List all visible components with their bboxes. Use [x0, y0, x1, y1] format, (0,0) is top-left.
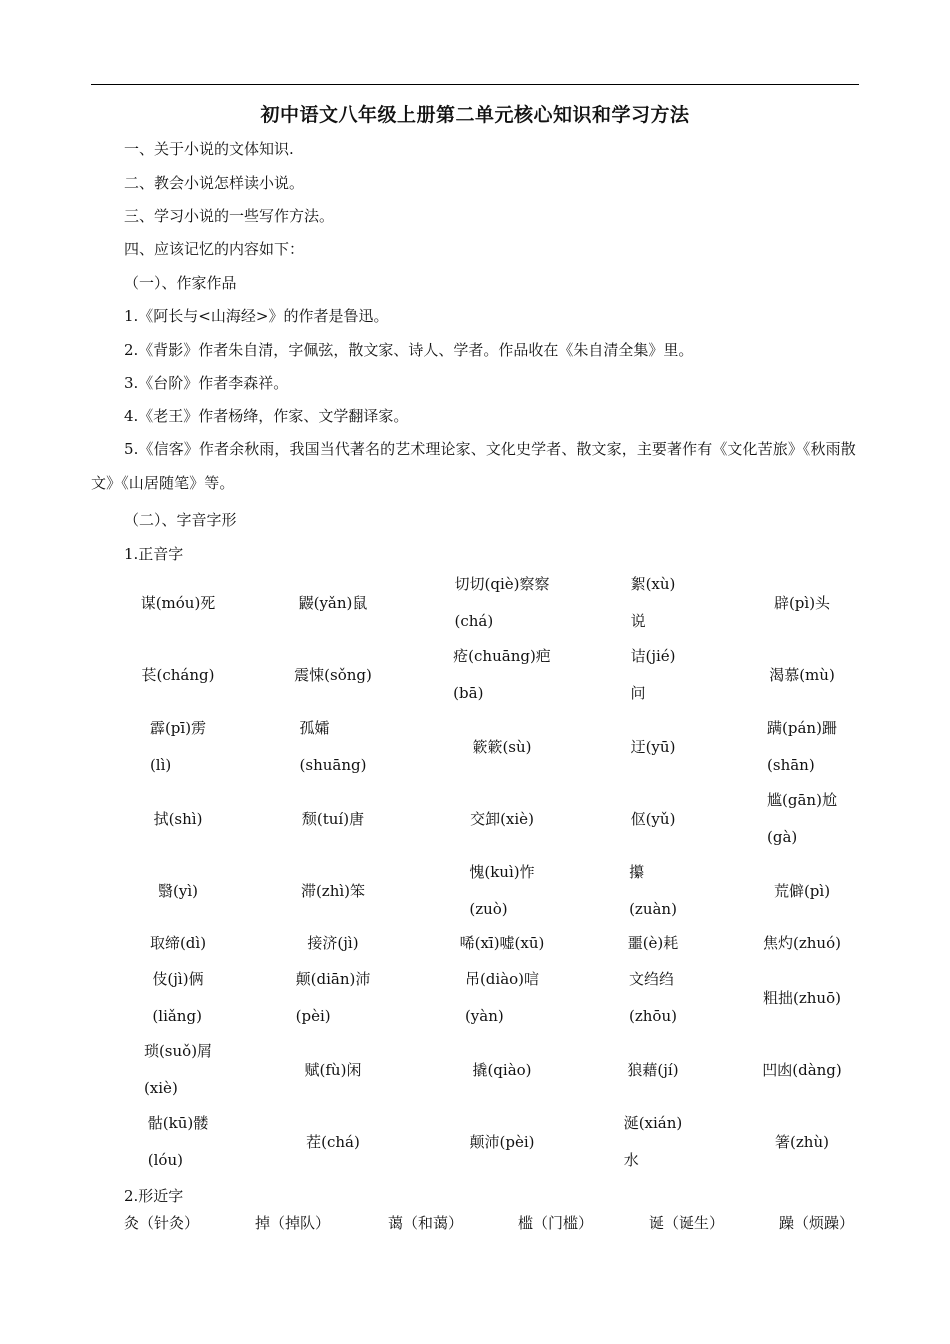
pinyin-cell	[730, 1105, 875, 1179]
pinyin-cell	[106, 638, 251, 712]
pinyin-cell	[430, 710, 575, 784]
section1-heading: （一）、作家作品	[124, 274, 237, 292]
author-item-2: 2.《背影》作者朱自清，字佩弦，散文家、诗人、学者。作品收在《朱自清全集》里。	[124, 341, 694, 359]
pinyin-cell-line: 疮(chuāng)疤	[453, 647, 551, 665]
pinyin-cell	[430, 854, 575, 928]
pinyin-cell-line: 絮(xù)	[630, 575, 676, 593]
pinyin-cell	[106, 566, 251, 640]
pinyin-cell-line: 愧(kuì)怍	[469, 863, 535, 881]
pinyin-cell-line: 苌(cháng)	[141, 665, 215, 684]
pinyin-cell-line: 狼藉(jí)	[627, 1060, 679, 1079]
pinyin-subheading: 1.正音字	[124, 545, 184, 563]
pinyin-cell-line: 拭(shì)	[153, 809, 203, 828]
pinyin-cell	[106, 782, 251, 856]
pinyin-cell-line: (zuò)	[469, 900, 508, 918]
pinyin-cell-line: 蹒(pán)跚	[767, 719, 837, 737]
pinyin-cell	[261, 782, 406, 856]
pinyin-cell	[261, 1033, 406, 1107]
pinyin-cell	[106, 961, 251, 1035]
pinyin-cell-line: 滞(zhì)笨	[300, 881, 366, 900]
pinyin-cell-line: 涎(xián)	[623, 1114, 683, 1132]
pinyin-cell-line: 翳(yì)	[158, 881, 198, 900]
pinyin-cell	[730, 782, 875, 856]
pinyin-cell	[581, 782, 726, 856]
pinyin-cell-line: 孤孀	[299, 719, 330, 737]
pinyin-cell-line: 伎(jì)俩	[152, 970, 204, 988]
pinyin-cell-line: 水	[623, 1151, 639, 1169]
pinyin-cell-line: 谋(móu)死	[140, 593, 216, 612]
pinyin-cell-line: 颓(tuí)唐	[301, 809, 365, 828]
pinyin-cell-line: (lóu)	[147, 1151, 183, 1169]
pinyin-cell	[106, 926, 251, 961]
pinyin-cell	[261, 961, 406, 1035]
pinyin-cell-line: 说	[630, 612, 646, 630]
pinyin-cell	[730, 926, 875, 961]
pinyin-cell	[261, 566, 406, 640]
pinyin-cell	[730, 638, 875, 712]
pinyin-cell-line: 荒僻(pì)	[773, 881, 831, 900]
pinyin-cell-line: (gà)	[767, 828, 798, 846]
xingjin-item: 躁（烦躁）	[779, 1214, 855, 1232]
pinyin-cell	[581, 566, 726, 640]
xingjin-item: 槛（门槛）	[518, 1214, 594, 1232]
xingjin-item: 诞（诞生）	[649, 1214, 725, 1232]
pinyin-cell	[730, 1033, 875, 1107]
pinyin-cell-line: (bā)	[453, 684, 484, 702]
pinyin-cell-line: 焦灼(zhuó)	[763, 934, 841, 952]
pinyin-cell-line: (zhōu)	[629, 1007, 677, 1025]
pinyin-cell	[430, 961, 575, 1035]
pinyin-cell-line: 文绉绉	[629, 970, 675, 988]
pinyin-cell	[106, 710, 251, 784]
pinyin-cell-line: 颠(diān)沛	[295, 970, 371, 988]
pinyin-cell-line: (shuāng)	[299, 756, 367, 774]
pinyin-cell-line: 诘(jié)	[630, 647, 676, 665]
pinyin-cell-line: (yàn)	[464, 1007, 504, 1025]
pinyin-cell	[430, 638, 575, 712]
author-item-5: 5.《信客》作者余秋雨，我国当代著名的艺术理论家、文化史学者、散文家，主要著作有《文化苦旅》《秋雨散文》《山居随笔》等。	[91, 440, 856, 492]
pinyin-cell	[106, 854, 251, 928]
pinyin-cell	[581, 854, 726, 928]
pinyin-cell	[581, 1033, 726, 1107]
pinyin-cell	[430, 1033, 575, 1107]
pinyin-cell	[581, 638, 726, 712]
pinyin-cell	[261, 1105, 406, 1179]
pinyin-cell-line: 问	[630, 684, 646, 702]
pinyin-cell	[730, 566, 875, 640]
pinyin-cell	[261, 638, 406, 712]
pinyin-cell-line: (chá)	[454, 612, 494, 630]
pinyin-cell	[261, 854, 406, 928]
pinyin-cell-line: 唏(xī)嘘(xū)	[459, 934, 545, 952]
pinyin-cell-line: 簌簌(sù)	[472, 737, 532, 756]
pinyin-cell	[430, 782, 575, 856]
pinyin-cell-line: 吊(diào)唁	[464, 970, 540, 988]
intro-line-4: 四、应该记忆的内容如下：	[124, 240, 305, 258]
pinyin-cell	[430, 1105, 575, 1179]
pinyin-cell-line: 迂(yū)	[630, 737, 676, 756]
pinyin-cell-line: (xiè)	[143, 1079, 178, 1097]
xingjin-subheading: 2.形近字	[124, 1187, 184, 1205]
pinyin-cell-line: (shān)	[767, 756, 815, 774]
intro-line-3: 三、学习小说的一些写作方法。	[124, 207, 335, 225]
xingjin-item: 掉（掉队）	[255, 1214, 331, 1232]
author-item-3: 3.《台阶》作者李森祥。	[124, 374, 289, 392]
pinyin-cell	[106, 1105, 251, 1179]
pinyin-cell-line: 骷(kū)髅	[147, 1114, 209, 1132]
header-rule	[91, 84, 859, 85]
page-title: 初中语文八年级上册第二单元核心知识和学习方法	[260, 104, 690, 126]
pinyin-cell-line: 取缔(dì)	[149, 934, 207, 952]
author-item-1: 1.《阿长与<山海经>》的作者是鲁迅。	[124, 307, 389, 325]
pinyin-cell-line: 撬(qiào)	[472, 1060, 532, 1079]
intro-line-1: 一、关于小说的文体知识.	[124, 140, 294, 158]
pinyin-cell-line: 粗拙(zhuō)	[763, 988, 841, 1007]
author-item-4: 4.《老王》作者杨绛，作家、文学翻译家。	[124, 407, 409, 425]
xingjin-item: 蔼（和蔼）	[388, 1214, 464, 1232]
pinyin-cell-line: 切切(qiè)察察	[454, 575, 550, 593]
pinyin-cell-line: 伛(yǔ)	[630, 809, 676, 828]
pinyin-cell-line: 鼹(yǎn)鼠	[298, 593, 368, 612]
pinyin-cell-line: 霹(pī)雳	[149, 719, 207, 737]
pinyin-cell-line: (liǎng)	[152, 1007, 202, 1025]
pinyin-cell	[581, 1105, 726, 1179]
pinyin-cell-line: 接济(jì)	[307, 934, 359, 952]
pinyin-cell	[730, 710, 875, 784]
pinyin-cell-line: 赋(fù)闲	[304, 1060, 362, 1079]
intro-line-2: 二、教会小说怎样读小说。	[124, 174, 305, 192]
pinyin-cell-line: 辟(pì)头	[773, 593, 831, 612]
pinyin-cell	[730, 961, 875, 1035]
pinyin-cell	[261, 926, 406, 961]
pinyin-cell	[581, 961, 726, 1035]
pinyin-cell	[730, 854, 875, 928]
pinyin-cell-line: (lì)	[149, 756, 172, 774]
pinyin-cell-line: (pèi)	[295, 1007, 331, 1025]
section2-heading: （二）、字音字形	[124, 511, 237, 529]
pinyin-cell-line: 渴慕(mù)	[769, 665, 835, 684]
pinyin-cell-line: 震悚(sǒng)	[294, 665, 372, 684]
pinyin-cell	[430, 566, 575, 640]
pinyin-cell-line: 颠沛(pèi)	[469, 1132, 535, 1151]
pinyin-cell-line: 箸(zhù)	[775, 1132, 829, 1151]
pinyin-cell-line: 琐(suǒ)屑	[143, 1042, 213, 1060]
pinyin-cell-line: 攥	[629, 863, 645, 881]
pinyin-cell	[106, 1033, 251, 1107]
pinyin-cell-line: 交卸(xiè)	[470, 809, 534, 828]
pinyin-cell-line: 尴(gān)尬	[767, 791, 837, 809]
xingjin-item: 灸（针灸）	[124, 1214, 200, 1232]
pinyin-cell	[581, 926, 726, 961]
pinyin-cell-line: 茬(chá)	[306, 1132, 360, 1151]
pinyin-cell	[261, 710, 406, 784]
pinyin-cell	[430, 926, 575, 961]
pinyin-cell-line: 噩(è)耗	[627, 934, 679, 952]
pinyin-cell-line: (zuàn)	[629, 900, 677, 918]
pinyin-cell-line: 凹凼(dàng)	[762, 1060, 842, 1079]
pinyin-cell	[581, 710, 726, 784]
